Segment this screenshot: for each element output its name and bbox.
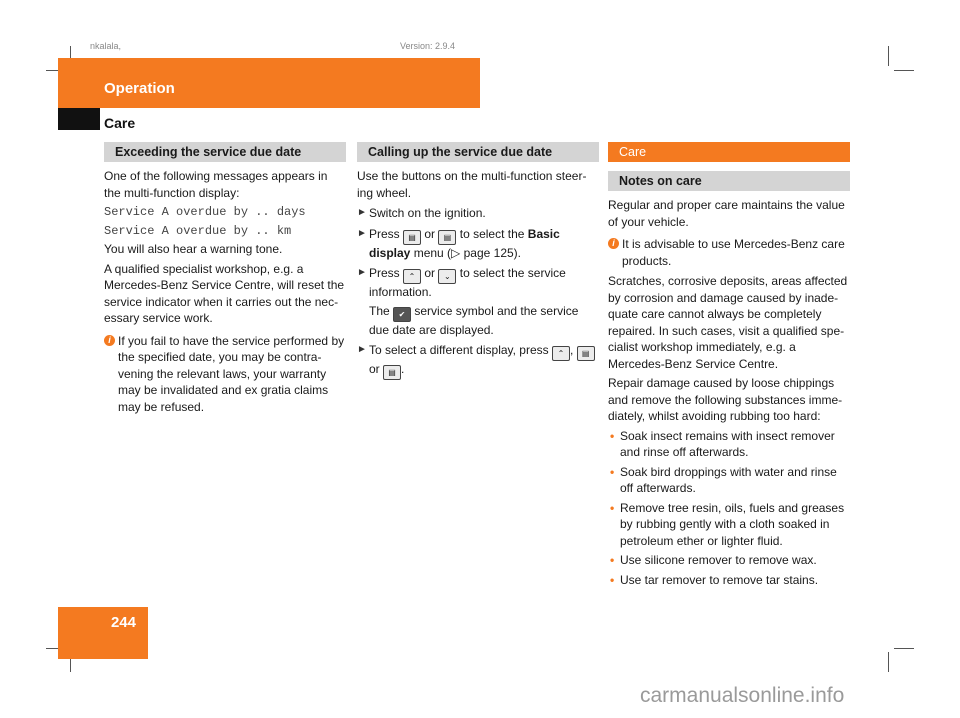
info-note	[608, 236, 850, 269]
print-note-left: nkalala,	[90, 41, 122, 51]
bullet-icon: •	[610, 572, 615, 587]
up-button-icon: ⌃	[552, 346, 570, 361]
arrow-icon: ►	[357, 344, 367, 355]
section-heading: Calling up the service due date	[357, 142, 599, 162]
wrench-icon: ✔	[393, 307, 411, 322]
page-number: 244	[110, 614, 136, 631]
paragraph: You will also hear a warning tone.	[104, 242, 283, 256]
paragraph: Use the buttons on the multi-function steer-ing wheel.	[357, 169, 587, 200]
crop-mark	[888, 46, 889, 66]
column-left	[104, 142, 346, 419]
list-item: • Use tar remover to remove tar stains.	[610, 572, 819, 587]
display-message: Service A overdue by .. days	[104, 205, 306, 219]
paragraph: Scratches, corrosive deposits, areas affected by corrosion and damage caused by inade-quate care cannot always be completely repaired. In such cases, visit a qualified spe-cialist workshop immediately, e.g. a Mercedes-Benz Service Centre.	[608, 274, 848, 371]
info-icon: i	[608, 238, 619, 249]
instruction-step: ► Press ⌃ or ⌄ to select the service information.	[357, 266, 566, 299]
info-text: It is advisable to use Mercedes-Benz care products.	[622, 237, 845, 268]
section-heading: Exceeding the service due date	[104, 142, 346, 162]
info-icon: i	[104, 335, 115, 346]
chapter-heading: Care	[608, 142, 850, 162]
column-right	[608, 142, 850, 590]
instruction-step: ► Switch on the ignition.	[357, 206, 486, 220]
arrow-icon: ►	[357, 227, 367, 239]
print-note-right: Version: 2.9.4	[400, 41, 456, 51]
instruction-step: ► Press ▤ or ▤ to select the Basic display menu (▷ page 125).	[357, 226, 560, 260]
info-text: If you fail to have the service performed by the specified date, you may be contra-vening the relevant laws, your warranty may be invalidated and ex gratia claims may be refused.	[118, 333, 345, 414]
up-button-icon: ⌃	[403, 269, 421, 284]
paragraph: A qualified specialist workshop, e.g. a Mercedes-Benz Service Centre, will reset the service indicator when it carries out the nec-essary service work.	[104, 261, 345, 325]
section-title: Operation	[104, 80, 175, 97]
instruction-step: ► To select a different display, press ⌃ , ▤ or ▤ .	[357, 342, 599, 380]
menu-name: Basic display	[369, 226, 560, 260]
bullet-icon: •	[610, 464, 615, 479]
display-left-button-icon: ▤	[403, 230, 421, 245]
crop-mark	[888, 652, 889, 672]
crop-mark	[894, 70, 914, 71]
bullet-icon: •	[610, 553, 615, 567]
arrow-icon: ►	[357, 267, 367, 278]
subsection-title: Care	[104, 115, 136, 131]
paragraph: Repair damage caused by loose chippings and remove the following substances imme-diately, whilst avoiding rubbing too hard:	[608, 376, 843, 423]
crop-mark	[894, 648, 914, 649]
list-item: • Soak insect remains with insect remover and rinse off afterwards.	[610, 428, 835, 459]
section-heading: Notes on care	[608, 171, 850, 191]
list-item: • Use silicone remover to remove wax.	[610, 553, 817, 567]
bullet-icon: •	[610, 428, 615, 443]
down-button-icon: ⌄	[438, 269, 456, 284]
step-result: The ✔ service symbol and the service due date are displayed.	[369, 303, 579, 337]
list-item: • Soak bird droppings with water and rinse off afterwards.	[610, 464, 837, 495]
display-right-button-icon: ▤	[383, 365, 401, 380]
display-message: Service A overdue by .. km	[104, 223, 292, 238]
bullet-icon: •	[610, 500, 615, 515]
display-right-button-icon: ▤	[438, 230, 456, 245]
paragraph: One of the following messages appears in the multi-function display:	[104, 169, 328, 200]
info-note	[104, 333, 346, 416]
arrow-icon: ►	[357, 207, 367, 218]
display-left-button-icon: ▤	[577, 346, 595, 361]
column-middle	[357, 142, 599, 382]
watermark: carmanualsonline.info	[640, 684, 845, 707]
paragraph: Regular and proper care maintains the value of your vehicle.	[608, 198, 845, 229]
header-black-tab	[58, 108, 100, 130]
list-item: • Remove tree resin, oils, fuels and greases by rubbing gently with a cloth soaked in petroleum ether or lighter fluid.	[610, 500, 845, 548]
